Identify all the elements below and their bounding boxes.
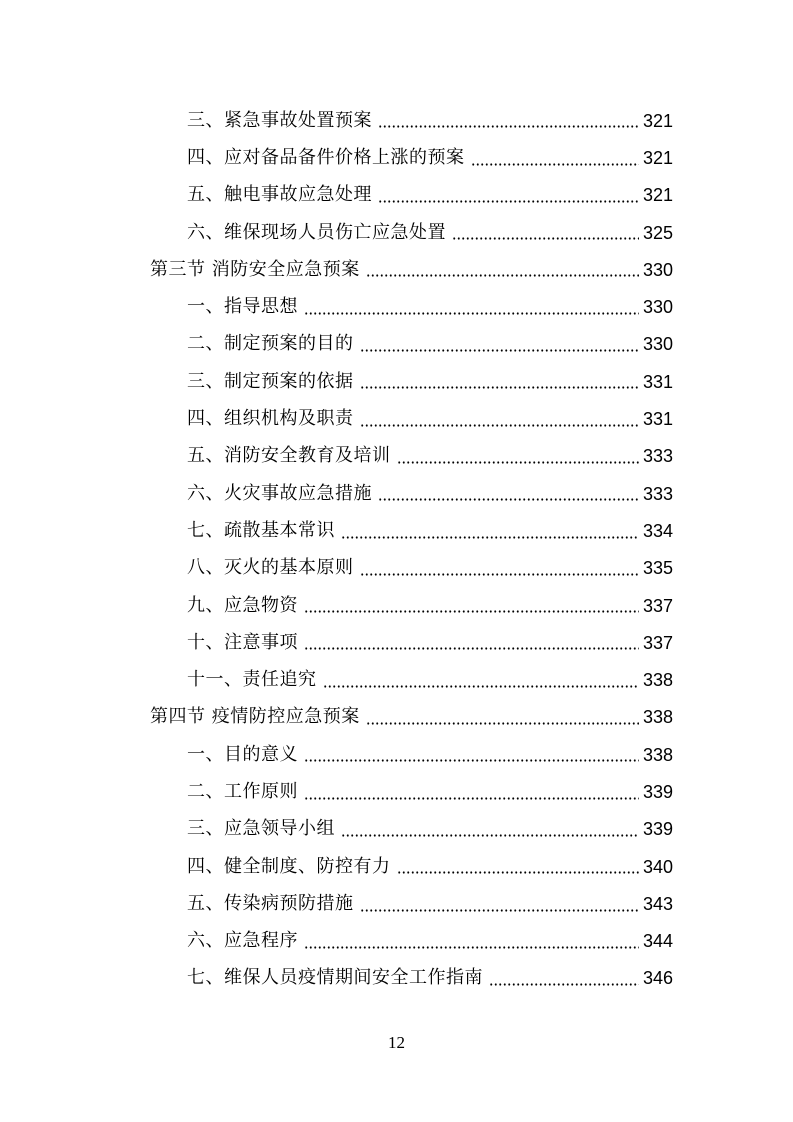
table-of-contents <box>0 102 793 997</box>
toc-entry[interactable] <box>187 960 673 997</box>
toc-section-entry[interactable] <box>150 251 673 288</box>
dot-leader <box>366 274 639 277</box>
toc-entry[interactable] <box>187 587 673 624</box>
toc-entry-page: 340 <box>642 856 673 877</box>
toc-entry[interactable] <box>187 102 673 139</box>
toc-entry-page: 321 <box>642 185 673 206</box>
dot-leader <box>323 685 639 688</box>
toc-entry[interactable] <box>187 288 673 325</box>
toc-entry-title: 九、应急物资 <box>187 594 298 616</box>
toc-entry[interactable] <box>187 214 673 251</box>
toc-entry-page: 330 <box>642 259 673 280</box>
toc-section-title: 第四节 疫情防控应急预案 <box>150 706 360 728</box>
toc-entry-title: 五、触电事故应急处理 <box>187 184 372 206</box>
dot-leader <box>366 722 639 725</box>
toc-entry-page: 321 <box>642 110 673 131</box>
toc-entry-title: 六、应急程序 <box>187 930 298 952</box>
toc-entry-page: 331 <box>642 409 673 430</box>
toc-entry-title: 七、维保人员疫情期间安全工作指南 <box>187 967 483 989</box>
toc-entry-title: 五、消防安全教育及培训 <box>187 445 391 467</box>
toc-entry-title: 四、应对备品备件价格上涨的预案 <box>187 146 465 168</box>
toc-entry-title: 一、目的意义 <box>187 743 298 765</box>
toc-entry[interactable] <box>187 400 673 437</box>
dot-leader <box>378 498 639 501</box>
toc-entry[interactable] <box>187 363 673 400</box>
dot-leader <box>360 386 639 389</box>
toc-entry-title: 十一、责任追究 <box>187 669 317 691</box>
dot-leader <box>378 125 639 128</box>
toc-entry-title: 六、火灾事故应急措施 <box>187 482 372 504</box>
toc-entry-page: 339 <box>642 819 673 840</box>
dot-leader <box>378 200 639 203</box>
dot-leader <box>304 647 639 650</box>
toc-entry-title: 二、工作原则 <box>187 780 298 802</box>
toc-entry-page: 337 <box>642 595 673 616</box>
dot-leader <box>341 834 639 837</box>
toc-entry-page: 343 <box>642 893 673 914</box>
toc-entry-title: 三、应急领导小组 <box>187 818 335 840</box>
toc-entry-page: 344 <box>642 931 673 952</box>
toc-entry-page: 338 <box>642 744 673 765</box>
toc-entry[interactable] <box>187 624 673 661</box>
toc-entry-page: 321 <box>642 147 673 168</box>
dot-leader <box>397 461 639 464</box>
toc-entry-title: 四、组织机构及职责 <box>187 408 354 430</box>
toc-entry-page: 325 <box>642 222 673 243</box>
toc-entry-page: 337 <box>642 632 673 653</box>
toc-entry-title: 二、制定预案的目的 <box>187 333 354 355</box>
toc-entry[interactable] <box>187 177 673 214</box>
toc-entry[interactable] <box>187 923 673 960</box>
toc-entry[interactable] <box>187 885 673 922</box>
toc-section-entry[interactable] <box>150 699 673 736</box>
toc-entry-title: 三、制定预案的依据 <box>187 370 354 392</box>
toc-entry[interactable] <box>187 736 673 773</box>
toc-entry-page: 333 <box>642 446 673 467</box>
toc-section-title: 第三节 消防安全应急预案 <box>150 258 360 280</box>
toc-entry-page: 338 <box>642 670 673 691</box>
toc-entry-page: 331 <box>642 371 673 392</box>
toc-entry-page: 335 <box>642 558 673 579</box>
toc-entry-title: 三、紧急事故处置预案 <box>187 109 372 131</box>
toc-entry[interactable] <box>187 475 673 512</box>
dot-leader <box>360 349 639 352</box>
toc-entry[interactable] <box>187 326 673 363</box>
toc-entry-page: 334 <box>642 520 673 541</box>
toc-entry[interactable] <box>187 438 673 475</box>
toc-entry-page: 330 <box>642 297 673 318</box>
toc-entry-title: 一、指导思想 <box>187 296 298 318</box>
dot-leader <box>360 573 639 576</box>
toc-entry-title: 五、传染病预防措施 <box>187 892 354 914</box>
toc-entry[interactable] <box>187 550 673 587</box>
dot-leader <box>304 797 639 800</box>
dot-leader <box>360 424 639 427</box>
dot-leader <box>304 312 639 315</box>
toc-entry-title: 七、疏散基本常识 <box>187 519 335 541</box>
toc-entry[interactable] <box>187 811 673 848</box>
toc-entry[interactable] <box>187 512 673 549</box>
toc-entry[interactable] <box>187 848 673 885</box>
toc-entry-page: 339 <box>642 781 673 802</box>
toc-entry-title: 十、注意事项 <box>187 631 298 653</box>
dot-leader <box>360 909 639 912</box>
toc-entry-page: 330 <box>642 334 673 355</box>
toc-entry[interactable] <box>187 139 673 176</box>
toc-entry[interactable] <box>187 661 673 698</box>
toc-entry-title: 八、灭火的基本原则 <box>187 557 354 579</box>
dot-leader <box>489 983 639 986</box>
page-number: 12 <box>388 1033 405 1052</box>
toc-entry-page: 346 <box>642 968 673 989</box>
toc-entry-page: 338 <box>642 707 673 728</box>
toc-entry-page: 333 <box>642 483 673 504</box>
dot-leader <box>304 610 639 613</box>
dot-leader <box>471 163 639 166</box>
toc-entry-title: 六、维保现场人员伤亡应急处置 <box>187 221 446 243</box>
toc-entry[interactable] <box>187 773 673 810</box>
toc-entry-title: 四、健全制度、防控有力 <box>187 855 391 877</box>
dot-leader <box>304 759 639 762</box>
dot-leader <box>452 237 639 240</box>
dot-leader <box>341 536 639 539</box>
dot-leader <box>397 871 639 874</box>
dot-leader <box>304 946 639 949</box>
